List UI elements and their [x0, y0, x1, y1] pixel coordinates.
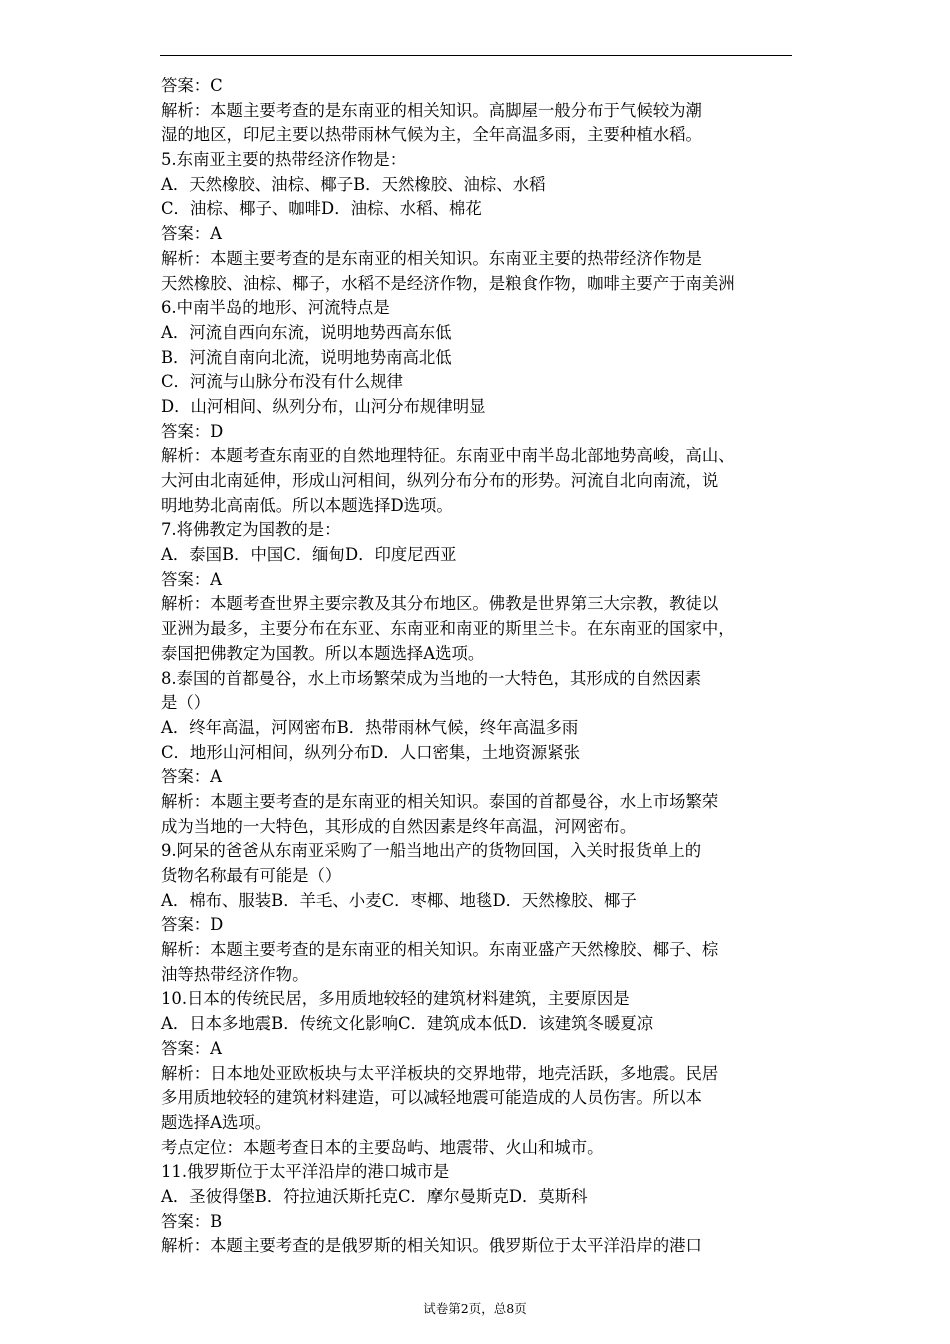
text-line: 天然橡胶、油棕、椰子，水稻不是经济作物，是粮食作物，咖啡主要产于南美洲: [161, 273, 735, 293]
text-line: 考点定位：本题考查日本的主要岛屿、地震带、火山和城市。: [161, 1137, 604, 1157]
text-line: 多用质地较轻的建筑材料建造，可以减轻地震可能造成的人员伤害。所以本: [161, 1088, 702, 1108]
text-line: 答案：B: [161, 1211, 223, 1231]
text-line: 11.俄罗斯位于太平洋沿岸的港口城市是: [161, 1162, 450, 1182]
text-line: 解析：本题主要考查的是东南亚的相关知识。东南亚盛产天然橡胶、椰子、棕: [161, 940, 719, 960]
text-line: C．地形山河相间，纵列分布D．人口密集，土地资源紧张: [161, 742, 581, 762]
text-line: 答案：C: [161, 76, 223, 95]
page-footer: 试卷第2页，总8页: [423, 1301, 527, 1316]
text-line: A．棉布、服装B．羊毛、小麦C．枣椰、地毯D．天然橡胶、椰子: [161, 890, 637, 910]
text-line: A．圣彼得堡B．符拉迪沃斯托克C．摩尔曼斯克D．莫斯科: [161, 1186, 588, 1206]
text-line: 题选择A选项。: [161, 1112, 272, 1132]
text-line: B．河流自南向北流，说明地势南高北低: [161, 347, 452, 367]
text-line: 解析：本题主要考查的是俄罗斯的相关知识。俄罗斯位于太平洋沿岸的港口: [161, 1236, 702, 1256]
header-rule: [160, 55, 792, 56]
text-line: 是（）: [161, 693, 211, 713]
text-line: 答案：D: [161, 421, 224, 441]
document-body: [161, 74, 801, 1259]
text-line: 解析：本题主要考查的是东南亚的相关知识。东南亚主要的热带经济作物是: [161, 248, 702, 268]
text-line: A．河流自西向东流，说明地势西高东低: [161, 322, 452, 342]
text-line: 湿的地区，印尼主要以热带雨林气候为主，全年高温多雨，主要种植水稻。: [161, 125, 702, 145]
text-line: 泰国把佛教定为国教。所以本题选择A选项。: [161, 643, 485, 663]
text-line: 解析：日本地处亚欧板块与太平洋板块的交界地带，地壳活跃，多地震。民居: [161, 1063, 719, 1083]
text-line: 油等热带经济作物。: [161, 964, 309, 984]
text-line: 货物名称最有可能是（）: [161, 866, 342, 885]
text-line: C．河流与山脉分布没有什么规律: [161, 372, 404, 392]
text-line: 答案：A: [161, 767, 223, 787]
text-line: 答案：A: [161, 1038, 223, 1058]
text-line: 大河由北南延伸，形成山河相间，纵列分布分布的形势。河流自北向南流，说: [161, 471, 719, 490]
text-line: A．终年高温，河网密布B．热带雨林气候，终年高温多雨: [161, 717, 579, 737]
text-line: C．油棕、椰子、咖啡D．油棕、水稻、棉花: [161, 199, 482, 219]
text-line: A．泰国B．中国C．缅甸D．印度尼西亚: [161, 545, 457, 565]
text-line: 答案：A: [161, 224, 223, 244]
text-line: A．日本多地震B．传统文化影响C．建筑成本低D．该建筑冬暖夏凉: [161, 1014, 654, 1034]
text-line: 解析：本题考查东南亚的自然地理特征。东南亚中南半岛北部地势高峻，高山、: [161, 446, 735, 466]
text-line: 8.泰国的首都曼谷，水上市场繁荣成为当地的一大特色，其形成的自然因素: [161, 668, 702, 688]
text-line: 明地势北高南低。所以本题选择D选项。: [161, 495, 453, 515]
text-line: 7.将佛教定为国教的是：: [161, 520, 341, 540]
text-line: 亚洲为最多，主要分布在东亚、东南亚和南亚的斯里兰卡。在东南亚的国家中，: [161, 619, 735, 639]
text-line: 6.中南半岛的地形、河流特点是: [161, 298, 390, 318]
text-line: 成为当地的一大特色，其形成的自然因素是终年高温，河网密布。: [161, 816, 637, 836]
text-line: 10.日本的传统民居，多用质地较轻的建筑材料建筑，主要原因是: [161, 989, 630, 1009]
text-line: 9.阿呆的爸爸从东南亚采购了一船当地出产的货物回国，入关时报货单上的: [161, 841, 702, 861]
text-line: 5.东南亚主要的热带经济作物是：: [161, 150, 407, 170]
text-line: 解析：本题主要考查的是东南亚的相关知识。高脚屋一般分布于气候较为潮: [161, 100, 702, 120]
text-line: A．天然橡胶、油棕、椰子B．天然橡胶、油棕、水稻: [161, 174, 546, 194]
text-line: 解析：本题考查世界主要宗教及其分布地区。佛教是世界第三大宗教，教徒以: [161, 594, 719, 614]
text-line: 答案：D: [161, 915, 224, 935]
text-line: 解析：本题主要考查的是东南亚的相关知识。泰国的首都曼谷，水上市场繁荣: [161, 791, 719, 811]
text-line: 答案：A: [161, 569, 223, 589]
text-line: D．山河相间、纵列分布，山河分布规律明显: [161, 396, 486, 416]
